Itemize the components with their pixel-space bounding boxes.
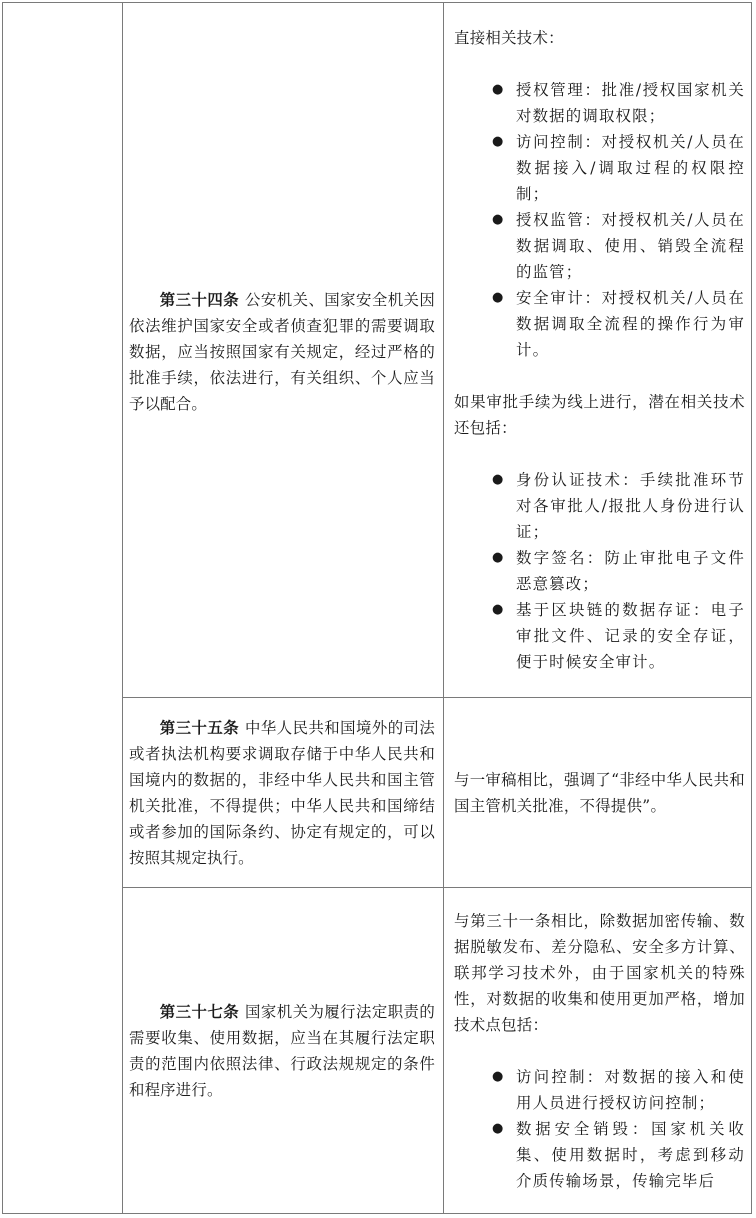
list-item: ● 数据安全销毁：国家机关收集、使用数据时，考虑到移动介质传输场景，传输完毕后 — [516, 1116, 745, 1194]
analysis-cell — [444, 698, 752, 888]
article-cell — [123, 698, 444, 888]
online-tech-list — [454, 467, 745, 675]
bullet-icon: ● — [492, 550, 505, 565]
article-cell — [123, 3, 444, 698]
list-item: ● 数字签名：防止审批电子文件恶意篡改； — [516, 545, 745, 597]
bullet-icon: ● — [492, 1120, 505, 1136]
list-item: ● 访问控制：对授权机关/人员在数据接入/调取过程的权限控制； — [516, 129, 745, 207]
list-item: ● 授权管理：批准/授权国家机关对数据的调取权限； — [516, 77, 745, 129]
document-page — [2, 2, 751, 1213]
article-number: 第三十四条 — [159, 291, 240, 309]
related-tech-list — [454, 77, 745, 363]
article-text: 中华人民共和国境外的司法或者执法机构要求调取存储于中华人民共和国境内的数据的，非经中华人民共和国主管机关批准，不得提供；中华人民共和国缔结或者参加的国际条约、协定有规定的，可以按照其规定执行。 — [129, 718, 435, 867]
analysis-37 — [444, 908, 751, 1194]
bullet-icon: ● — [492, 134, 505, 149]
bullet-icon: ● — [492, 1068, 505, 1084]
analysis-35 — [444, 767, 751, 819]
article-text: 公安机关、国家安全机关因依法维护国家安全或者侦查犯罪的需要调取数据，应当按照国家有关规定，经过严格的批准手续，依法进行，有关组织、个人应当予以配合。 — [129, 291, 435, 413]
list-item: ● 安全审计：对授权机关/人员在数据调取全流程的操作行为审计。 — [516, 285, 745, 363]
analysis-cell — [444, 888, 752, 1214]
analysis-intro: 直接相关技术： — [454, 29, 564, 47]
bullet-icon: ● — [492, 290, 505, 305]
article-34 — [123, 283, 443, 417]
law-analysis-table — [2, 2, 752, 1214]
article-37 — [123, 999, 443, 1103]
bullet-icon: ● — [492, 472, 505, 487]
analysis-34 — [444, 25, 751, 675]
analysis-intro: 与第三十一条相比，除数据加密传输、数据脱敏发布、差分隐私、安全多方计算、联邦学习技术外，由于国家机关的特殊性，对数据的收集和使用更加严格，增加技术点包括： — [454, 911, 745, 1034]
table-row — [3, 3, 752, 698]
bullet-icon: ● — [492, 602, 505, 617]
analysis-intro-online: 如果审批手续为线上进行，潜在相关技术还包括： — [454, 393, 745, 437]
analysis-intro: 与一审稿相比，强调了“非经中华人民共和国主管机关批准，不得提供”。 — [454, 770, 745, 815]
list-item: ● 身份认证技术：手续批准环节对各审批人/报批人身份进行认证； — [516, 467, 745, 545]
list-item: ● 基于区块链的数据存证：电子审批文件、记录的安全存证，便于时候安全审计。 — [516, 597, 745, 675]
article-cell — [123, 888, 444, 1214]
bullet-icon: ● — [492, 212, 505, 227]
article-35 — [123, 715, 443, 871]
article-number: 第三十七条 — [159, 1002, 240, 1021]
bullet-icon: ● — [492, 82, 505, 97]
added-tech-list — [454, 1064, 745, 1194]
article-number: 第三十五条 — [159, 718, 240, 737]
article-text: 国家机关为履行法定职责的需要收集、使用数据，应当在其履行法定职责的范围内依照法律、行政法规规定的条件和程序进行。 — [129, 1002, 435, 1099]
list-item: ● 访问控制：对数据的接入和使用人员进行授权访问控制； — [516, 1064, 745, 1116]
list-item: ● 授权监管：对授权机关/人员在数据调取、使用、销毁全流程的监管； — [516, 207, 745, 285]
analysis-cell — [444, 3, 752, 698]
category-cell — [3, 3, 123, 1214]
